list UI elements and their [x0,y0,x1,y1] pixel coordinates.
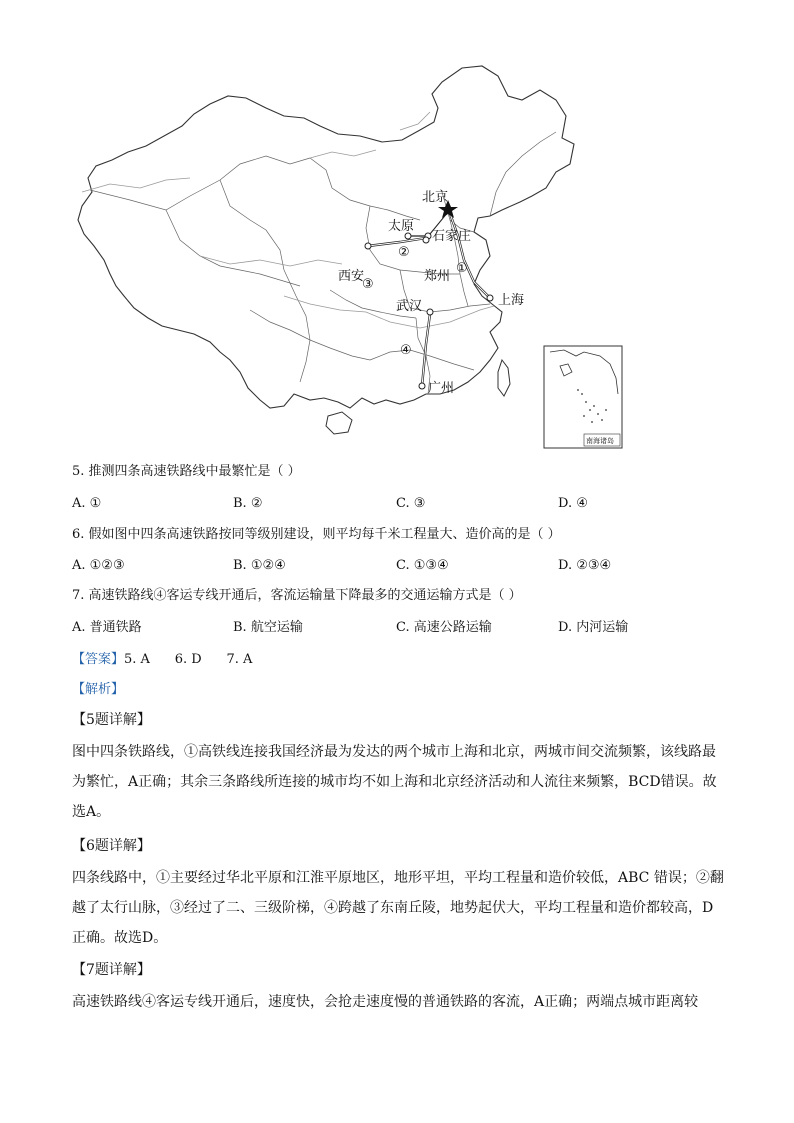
label-guangzhou: 广州 [428,381,455,396]
answer-tag: 【答案】 [72,652,125,667]
detail-6-title: 【6题详解】 [72,838,151,854]
detail-6-text: 四条线路中，①主要经过华北平原和江淮平原地区，地形平坦，平均工程量和造价较低，ABC 错误；②翻越了太行山脉，③经过了二、三级阶梯，④跨越了东南丘陵，地势起伏大，平均工程量和造价都较高，D正确。故选D。 [72,870,724,946]
label-xian: 西安 [338,269,365,284]
question-6-option-a: A. ①②③ [72,558,125,573]
label-zhengzhou: 郑州 [424,269,451,284]
question-5-option-a: A. ① [72,496,102,511]
detail-5-title: 【5题详解】 [72,712,151,728]
analysis-tag: 【解析】 [72,682,125,697]
hainan-island [326,412,352,434]
rivers [82,112,494,328]
label-wuhan: 武汉 [396,299,423,314]
label-beijing: 北京 [422,190,449,205]
taiwan-island [498,360,510,396]
answer-text: 5. A 6. D 7. A [124,652,253,667]
detail-7-title: 【7题详解】 [72,962,151,978]
answer-row [72,650,252,670]
question-7-option-a: A. 普通铁路 [72,620,142,635]
zhengzhou-point [423,237,429,243]
china-outline [78,66,574,408]
route-label-2: ② [398,245,410,260]
route-label-3: ③ [362,277,374,292]
question-5-option-c: C. ③ [396,496,426,511]
south-china-sea-inset [544,346,622,448]
question-6-option-c: C. ①③④ [396,558,449,573]
question-7-option-c: C. 高速公路运输 [396,620,492,635]
wuhan-point [427,309,433,315]
route-1-inner [448,208,490,298]
shanghai-point [487,295,493,301]
inset-caption: 南海诸岛 [586,437,614,445]
question-5-option-d: D. ④ [558,496,588,511]
question-5-option-b: B. ② [233,496,263,511]
detail-7-text: 高速铁路线④客运专线开通后，速度快，会抢走速度慢的普通铁路的客流，A正确；两端点城市距离较 [72,994,699,1010]
label-shanghai: 上海 [498,293,525,308]
china-railway-map [70,60,626,452]
route-1-line [448,208,490,298]
route-3-inner [368,238,426,246]
province-borders [90,132,556,394]
question-6-option-b: B. ①②④ [233,558,286,573]
inset-frame [544,346,622,448]
label-shijiazhuang: 石家庄 [432,229,472,244]
label-taiyuan: 太原 [388,219,415,234]
route-label-4: ④ [400,343,412,358]
question-6-option-d: D. ②③④ [558,558,612,573]
question-7-option-b: B. 航空运输 [233,620,303,635]
question-6-stem: 6. 假如图中四条高速铁路按同等级别建设，则平均每千米工程量大、造价高的是（ ） [72,527,561,542]
city-points [365,233,493,389]
question-7-stem: 7. 高速铁路线④客运专线开通后，客流运输量下降最多的交通运输方式是（ ） [72,588,522,603]
question-7-option-d: D. 内河运输 [558,620,629,635]
question-5-stem: 5. 推测四条高速铁路线中最繁忙是（ ） [72,464,301,479]
xian-point [365,243,371,249]
guangzhou-point [419,383,425,389]
route-label-1: ① [456,261,468,276]
detail-5-text: 图中四条铁路线，①高铁线连接我国经济最为发达的两个城市上海和北京，两城市间交流频繁，该线路最为繁忙，A正确；其余三条路线所连接的城市均不如上海和北京经济活动和人流往来频繁，BCD错误。故选A。 [72,744,717,820]
